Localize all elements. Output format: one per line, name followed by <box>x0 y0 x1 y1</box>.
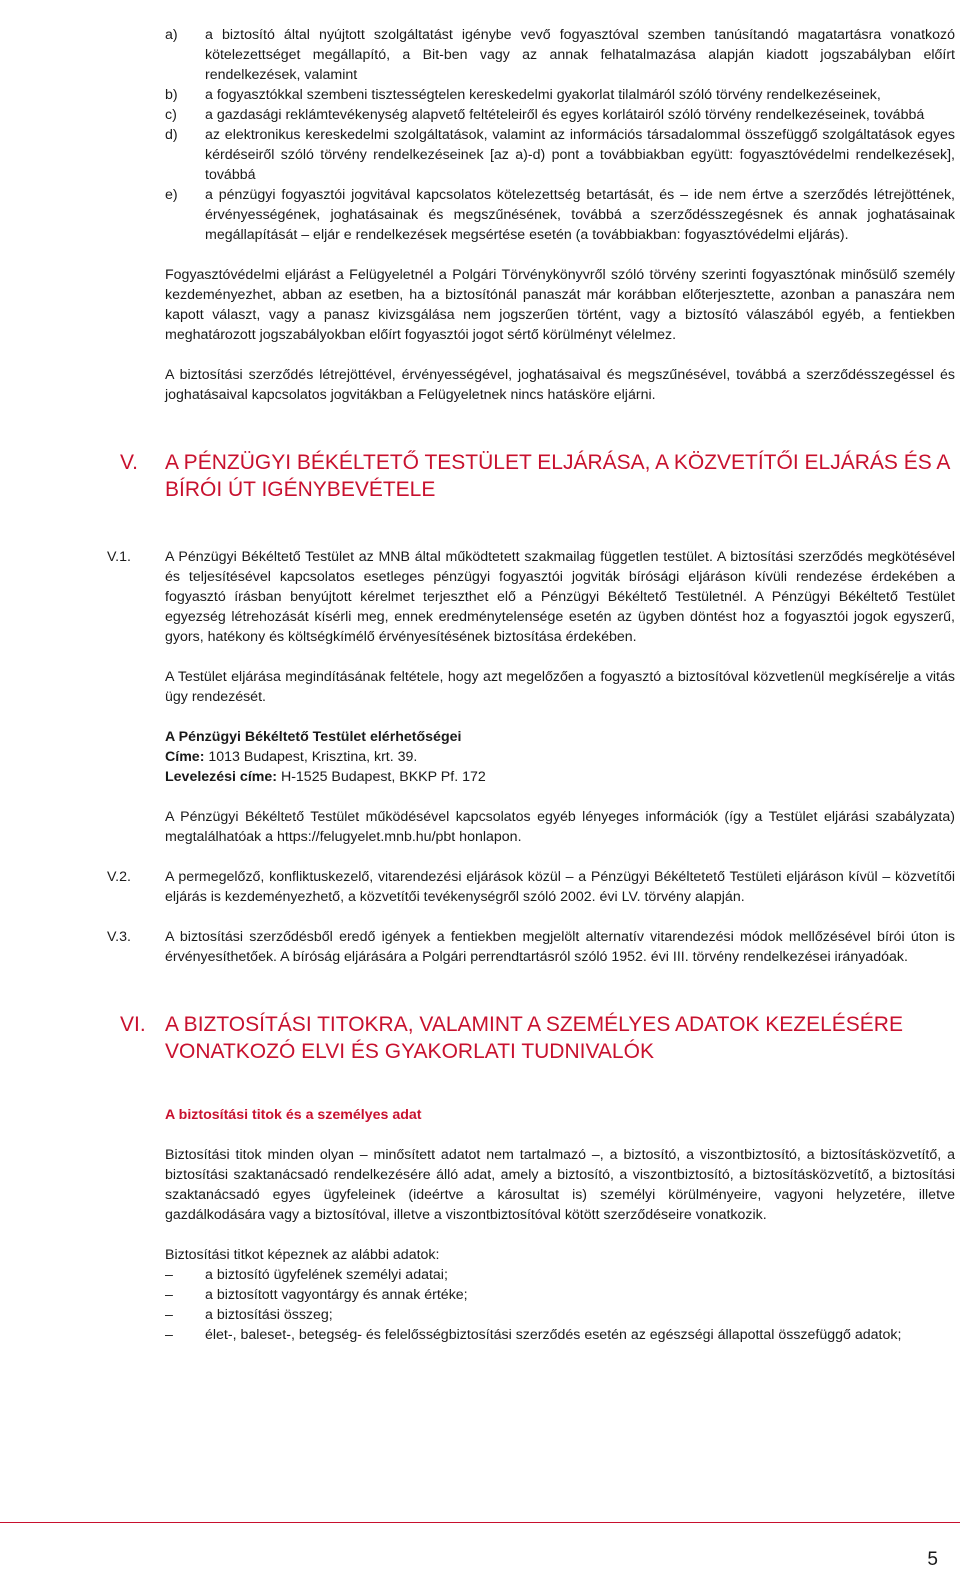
list-text: élet-, baleset-, betegség- és felelősségbiztosítási szerződés esetén az egészségi állapottal összefüggő adatok; <box>205 1327 902 1343</box>
section-text: A permegelőző, konfliktuskezelő, vitarendezési eljárások közül – a Pénzügyi Békéltetető Testületi eljáráson kívül – közvetítői eljárás is kezdeményezhető, a közvetítői tevékenységről szóló 2002. évi LV. törvény alapján. <box>165 869 955 905</box>
address-label: Címe: <box>165 749 205 765</box>
address-value: 1013 Budapest, Krisztina, krt. 39. <box>204 749 418 765</box>
list-text: a biztosító által nyújtott szolgáltatást igénybe vevő fogyasztóval szemben tanúsítandó magatartásra vonatkozó kötelezettséget megállapító, a Bit-ben vagy az annak felhatalmazása alapján kiadott jogszabályban előírt rendelkezések, valamint <box>205 27 955 83</box>
footer-rule <box>0 1522 960 1523</box>
paragraph-hataskor: A biztosítási szerződés létrejöttével, érvényességével, joghatásaival és megszűnésével, továbbá a szerződésszegéssel és joghatásaival kapcsolatos jogvitákban a Felügyeletnek nincs hatásköre eljárni. <box>165 367 955 403</box>
list-item <box>165 125 955 185</box>
page-content <box>107 25 955 1345</box>
mail-value: H-1525 Budapest, BKKP Pf. 172 <box>277 769 486 785</box>
list-text: a gazdasági reklámtevékenység alapvető feltételeiről és egyes korlátairól szóló törvény rendelkezéseinek, továbbá <box>205 107 925 123</box>
list-label: d) <box>165 127 178 143</box>
paragraph-fogyasztovedelmi: Fogyasztóvédelmi eljárást a Felügyeletnél a Polgári Törvénykönyvről szóló törvény szerinti fogyasztónak minősülő személy kezdeményezhet, abban az esetben, ha a biztosítónál panaszát már korábban előterjesztette, azonban a panaszára nem kapott választ, vagy a panasz kivizsgálása nem jogszerűen történt, vagy a biztosító válaszából egyéb, a fentiekben meghatározott jogszabályokban előírt fogyasztói jogot sértő körülményt vélelmez. <box>165 267 955 343</box>
dash-list <box>165 1265 955 1345</box>
contact-address <box>165 747 955 767</box>
section-v2 <box>107 867 955 907</box>
list-label: e) <box>165 187 178 203</box>
section-number: V.3. <box>107 929 131 945</box>
chapter-heading-vi <box>120 1011 955 1065</box>
section-paragraph: A Testület eljárása megindításának feltétele, hogy azt megelőzően a fogyasztó a biztosítóval közvetlenül megkísérelje a vitás ügy rendezését. <box>165 669 955 705</box>
list-item <box>165 185 955 245</box>
list-item <box>165 25 955 85</box>
sub-heading: A biztosítási titok és a személyes adat <box>165 1107 422 1123</box>
contact-heading: A Pénzügyi Békéltető Testület elérhetőségei <box>165 729 462 745</box>
chapter-number: VI. <box>120 1013 146 1036</box>
list-item <box>165 105 955 125</box>
list-label: a) <box>165 27 178 43</box>
section-text: A biztosítási szerződésből eredő igények a fentiekben megjelölt alternatív vitarendezési módok mellőzésével bírói úton is érvényesíthetőek. A bíróság eljárására a Polgári perrendtartásról szóló 1952. évi III. törvény rendelkezései irányadóak. <box>165 929 955 965</box>
list-label: b) <box>165 87 178 103</box>
list-text: az elektronikus kereskedelmi szolgáltatások, valamint az információs társadalommal összefüggő szolgáltatások egyes kérdéseiről szóló törvény rendelkezéseinek [az a)-d) pont a továbbiakban együtt: fogyasztóvédelmi rendelkezések], továbbá <box>205 127 955 183</box>
contact-mail <box>165 767 955 787</box>
section-paragraph: A Pénzügyi Békéltető Testület működésével kapcsolatos egyéb lényeges információk (így a Testület eljárási szabályzata) megtalálhatóak a https://felugyelet.mnb.hu/pbt honlapon. <box>165 809 955 845</box>
list-item <box>165 1285 955 1305</box>
contact-block <box>165 727 955 787</box>
list-text: a biztosított vagyontárgy és annak értéke; <box>205 1287 468 1303</box>
paragraph-titok: Biztosítási titok minden olyan – minősített adatot nem tartalmazó –, a biztosító, a viszontbiztosító, a biztosításközvetítő, a biztosítási szaktanácsadó rendelkezésére álló adat, amely a biztosító, a viszontbiztosító, a biztosításközvetítő, a biztosítási szaktanácsadó egyes ügyfeleinek (ideértve a károsultat is) személyi körülményeire, vagyoni helyzetére, illetve gazdálkodására vagy a biztosítóval, illetve a viszontbiztosítóval kötött szerződéseire vonatkozik. <box>165 1147 955 1223</box>
chapter-title: A PÉNZÜGYI BÉKÉLTETŐ TESTÜLET ELJÁRÁSA, A KÖZVETÍTŐI ELJÁRÁS ÉS A BÍRÓI ÚT IGÉNYBEVÉTELE <box>165 451 950 501</box>
list-item <box>165 1305 955 1325</box>
section-number: V.2. <box>107 869 131 885</box>
dash-bullet: – <box>165 1267 173 1283</box>
list-text: a fogyasztókkal szembeni tisztességtelen kereskedelmi gyakorlat tilalmáról szóló törvény rendelkezéseinek, <box>205 87 881 103</box>
list-label: c) <box>165 107 177 123</box>
section-v1 <box>107 547 955 847</box>
list-item <box>165 1265 955 1285</box>
page-number: 5 <box>927 1549 938 1570</box>
chapter-title: A BIZTOSÍTÁSI TITOKRA, VALAMINT A SZEMÉLYES ADATOK KEZELÉSÉRE VONATKOZÓ ELVI ÉS GYAKORLATI TUDNIVALÓK <box>165 1013 903 1063</box>
section-text: A Pénzügyi Békéltető Testület az MNB által működtetett szakmailag független testület. A biztosítási szerződés megkötésével és teljesítésével kapcsolatos esetleges pénzügyi fogyasztói jogviták bírósági eljáráson kívüli rendezése érdekében a fogyasztó írásban benyújtott kérelmet terjeszthet elő a Pénzügyi Békéltető Testületnél. A Pénzügyi Békéltető Testület egyezség létrehozását kísérli meg, ennek eredménytelensége esetén az ügyben döntést hoz a fogyasztói jogok egyszerű, gyors, hatékony és költségkímélő érvényesítésének biztosítása érdekében. <box>165 549 955 645</box>
list-text: a biztosítási összeg; <box>205 1307 333 1323</box>
list-item <box>165 1325 955 1345</box>
list-text: a biztosító ügyfelének személyi adatai; <box>205 1267 448 1283</box>
dash-bullet: – <box>165 1287 173 1303</box>
dash-bullet: – <box>165 1307 173 1323</box>
mail-label: Levelezési címe: <box>165 769 277 785</box>
list-a-e <box>165 25 955 245</box>
chapter-number: V. <box>120 451 138 474</box>
paragraph-list-intro: Biztosítási titkot képeznek az alábbi adatok: <box>165 1247 440 1263</box>
section-number: V.1. <box>107 549 131 565</box>
section-v3 <box>107 927 955 967</box>
list-text: a pénzügyi fogyasztói jogvitával kapcsolatos kötelezettség betartását, és – ide nem értve a szerződés létrejöttének, érvényességének, joghatásainak és megszűnésének, továbbá a szerződésszegésnek és annak joghatásainak megállapítását – eljár e rendelkezések megsértése esetén (a továbbiakban: fogyasztóvédelmi eljárás). <box>205 187 955 243</box>
list-item <box>165 85 955 105</box>
chapter-heading-v <box>120 449 955 503</box>
dash-bullet: – <box>165 1327 173 1343</box>
